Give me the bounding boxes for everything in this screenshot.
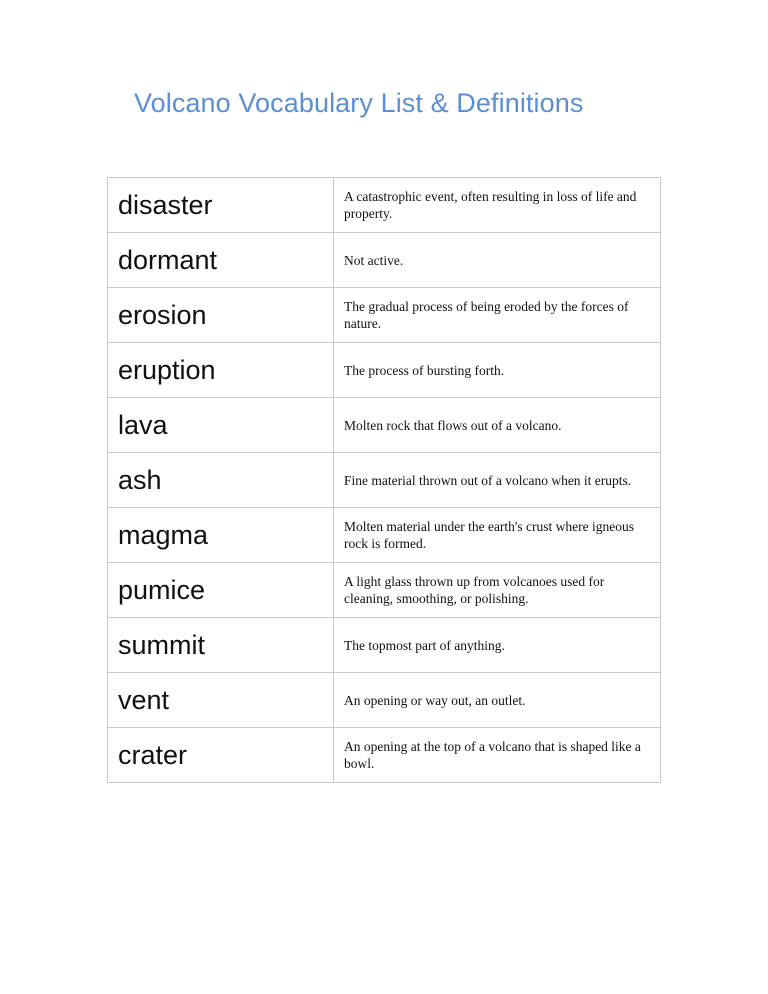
vocab-definition: The gradual process of being eroded by the forces of nature. (334, 288, 661, 343)
table-row (108, 728, 661, 783)
vocab-term: crater (108, 728, 334, 783)
table-row (108, 453, 661, 508)
vocab-term: summit (108, 618, 334, 673)
table-row (108, 508, 661, 563)
vocab-definition: The topmost part of anything. (334, 618, 661, 673)
vocab-definition: An opening at the top of a volcano that is shaped like a bowl. (334, 728, 661, 783)
vocab-term: lava (108, 398, 334, 453)
vocab-term: magma (108, 508, 334, 563)
vocab-term: disaster (108, 178, 334, 233)
table-row (108, 563, 661, 618)
vocab-term: dormant (108, 233, 334, 288)
vocab-definition: An opening or way out, an outlet. (334, 673, 661, 728)
table-row (108, 288, 661, 343)
vocab-definition: A catastrophic event, often resulting in loss of life and property. (334, 178, 661, 233)
table-row (108, 673, 661, 728)
vocab-definition: Molten material under the earth's crust where igneous rock is formed. (334, 508, 661, 563)
table-row (108, 343, 661, 398)
vocab-definition: Not active. (334, 233, 661, 288)
vocab-term: vent (108, 673, 334, 728)
vocab-term: erosion (108, 288, 334, 343)
vocab-definition: Molten rock that flows out of a volcano. (334, 398, 661, 453)
table-row (108, 618, 661, 673)
table-row (108, 233, 661, 288)
vocab-term: pumice (108, 563, 334, 618)
vocabulary-table (107, 177, 661, 783)
table-row (108, 398, 661, 453)
vocab-definition: The process of bursting forth. (334, 343, 661, 398)
vocab-definition: Fine material thrown out of a volcano when it erupts. (334, 453, 661, 508)
vocab-term: eruption (108, 343, 334, 398)
vocab-term: ash (108, 453, 334, 508)
vocab-definition: A light glass thrown up from volcanoes used for cleaning, smoothing, or polishing. (334, 563, 661, 618)
page-title: Volcano Vocabulary List & Definitions (134, 88, 584, 118)
table-row (108, 178, 661, 233)
